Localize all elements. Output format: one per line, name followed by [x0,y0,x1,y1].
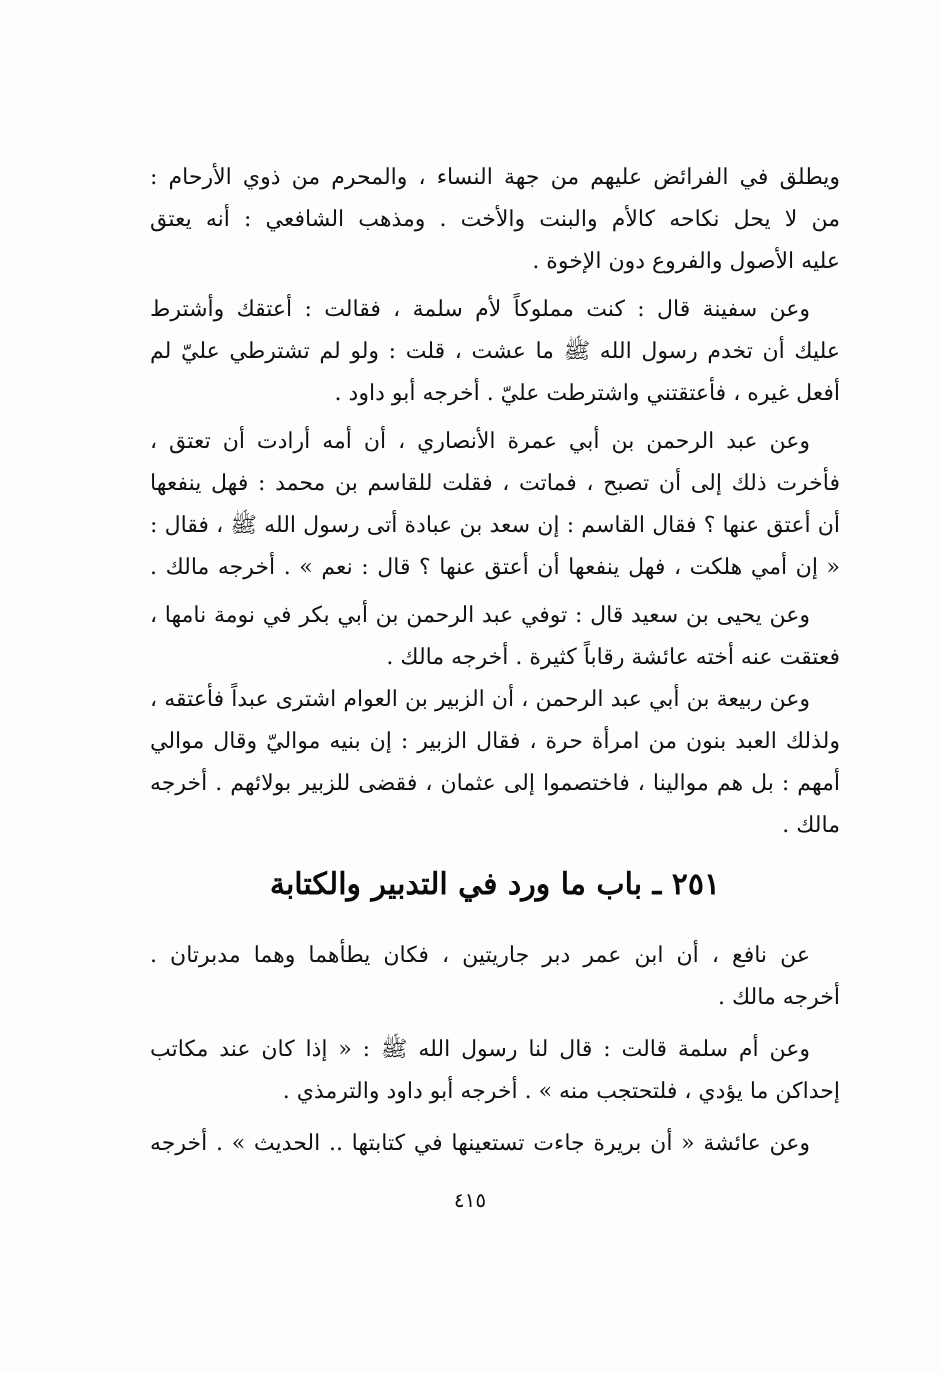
text-line: مالك . [782,813,840,838]
chapter-heading: ٢٥١ ـ باب ما ورد في التدبير والكتابة [269,867,721,902]
text-line: وعن عبد الرحمن بن أبي عمرة الأنصاري ، أن أمه أرادت أن تعتق ، [150,429,810,454]
text-line: « إن أمي هلكت ، فهل ينفعها أن أعتق عنها ؟ قال : نعم » . أخرجه مالك . [150,555,840,580]
page-number: ٤١٥ [453,1188,487,1212]
text-line: وعن ربيعة بن أبي عبد الرحمن ، أن الزبير بن العوام اشترى عبداً فأعتقه ، [150,687,810,712]
text-line: ولذلك العبد بنون من امرأة حرة ، فقال الزبير : إن بنيه مواليّ وقال موالي [150,729,840,754]
text-line: عن نافع ، أن ابن عمر دبر جاريتين ، فكان يطأهما وهما مدبرتان . [150,943,810,968]
text-line: فعتقت عنه أخته عائشة رقاباً كثيرة . أخرجه مالك . [386,645,840,670]
text-block-bottom [150,935,840,1165]
text-line: أخرجه مالك . [718,985,840,1010]
text-line: إحداكن ما يؤدي ، فلتحتجب منه » . أخرجه أبو داود والترمذي . [282,1079,840,1104]
text-line: فأخرت ذلك إلى أن تصبح ، فماتت ، فقلت للقاسم بن محمد : فهل ينفعها [150,471,840,496]
text-line: عليك أن تخدم رسول الله ﷺ ما عشت ، قلت : ولو لم تشترطي عليّ لم [150,339,840,364]
text-line: ويطلق في الفرائض عليهم من جهة النساء ، والمحرم من ذوي الأرحام : [150,165,840,190]
text-line: وعن يحيى بن سعيد قال : توفي عبد الرحمن بن أبي بكر في نومة نامها ، [150,603,810,628]
text-line: وعن عائشة « أن بريرة جاءت تستعينها في كتابتها .. الحديث » . أخرجه [150,1131,810,1156]
text-line: أن أعتق عنها ؟ فقال القاسم : إن سعد بن عبادة أتى رسول الله ﷺ ، فقال : [150,513,840,538]
text-line: من لا يحل نكاحه كالأم والبنت والأخت . ومذهب الشافعي : أنه يعتق [150,207,840,232]
text-line: أفعل غيره ، فأعتقتني واشترطت عليّ . أخرجه أبو داود . [334,381,840,406]
text-line: أمهم : بل هم موالينا ، فاختصموا إلى عثمان ، فقضى للزبير بولائهم . أخرجه [150,771,840,796]
text-line: وعن سفينة قال : كنت مملوكاً لأم سلمة ، فقالت : أعتقك وأشترط [150,297,810,322]
text-line: عليه الأصول والفروع دون الإخوة . [532,249,840,274]
text-line: وعن أم سلمة قالت : قال لنا رسول الله ﷺ : « إذا كان عند مكاتب [150,1037,810,1062]
text-block-top [150,157,840,847]
